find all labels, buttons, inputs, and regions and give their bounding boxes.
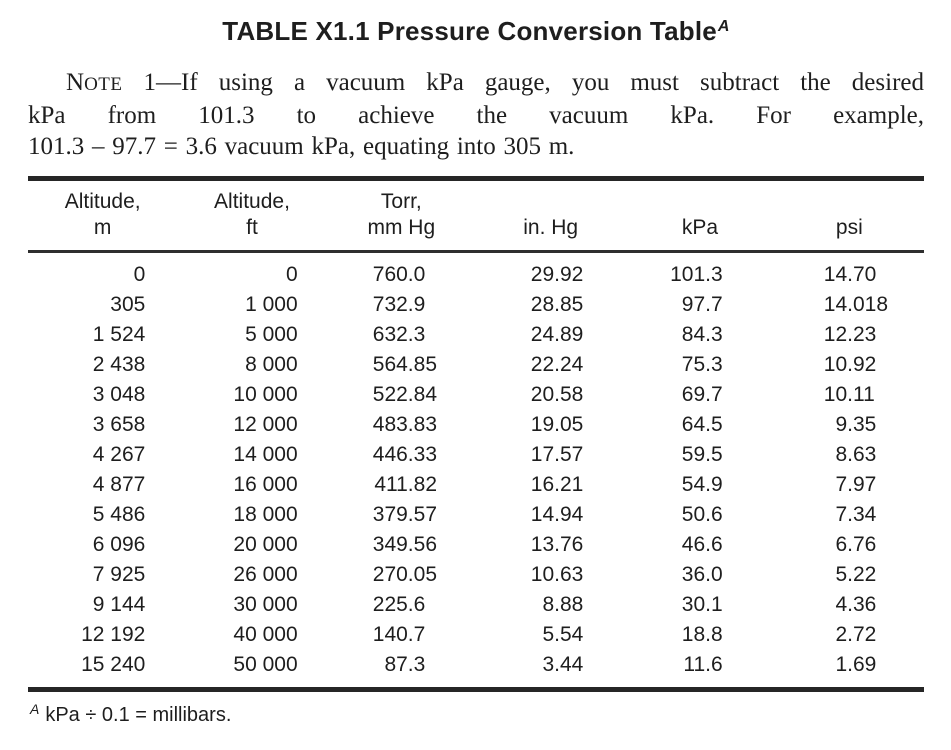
table-cell: 14 000 — [233, 443, 298, 466]
table-cell: 3 658 — [92, 413, 146, 436]
table-cell: 305 — [110, 293, 146, 316]
table-header — [28, 179, 924, 252]
column-header-torr-mmhg — [327, 179, 476, 252]
table-cell: 4.36 — [835, 593, 877, 616]
table-cell: 9 144 — [92, 593, 146, 616]
column-header-line2: psi — [835, 216, 863, 239]
table-row — [28, 650, 924, 690]
note-line-2: kPa from 101.3 to achieve the vacuum kPa. For example, — [28, 102, 924, 129]
table-cell: 5.22 — [835, 563, 877, 586]
table-row — [28, 380, 924, 410]
column-header-altitude-m — [28, 179, 177, 252]
table-cell: 1 000 — [245, 293, 298, 316]
table-cell: 1.69 — [835, 653, 877, 676]
table-cell: 379.57 — [372, 503, 437, 526]
table-cell: 19.05 — [530, 413, 584, 436]
table-cell: 1 524 — [92, 323, 146, 346]
table-cell: 20 000 — [233, 533, 298, 556]
table-body — [28, 252, 924, 690]
table-cell: 4 877 — [92, 473, 146, 496]
table-cell: 26 000 — [233, 563, 298, 586]
table-cell: 9.35 — [835, 413, 877, 436]
table-cell: 446.33 — [372, 443, 437, 466]
table-cell: 7 925 — [92, 563, 146, 586]
table-cell: 7.34 — [835, 503, 877, 526]
table-cell: 22.24 — [530, 353, 584, 376]
table-row — [28, 290, 924, 320]
note-label-smallcaps: OTE — [84, 74, 123, 95]
table-cell: 10.92 — [823, 353, 877, 376]
table-cell: 5 486 — [92, 503, 146, 526]
table-cell: 3 048 — [92, 383, 146, 406]
column-header-in-hg — [476, 179, 625, 252]
pressure-conversion-table — [28, 176, 924, 692]
table-cell: 225.6 — [372, 593, 426, 616]
column-header-line1: Altitude, — [64, 190, 141, 213]
column-header-kpa — [625, 179, 774, 252]
column-header-altitude-ft — [177, 179, 326, 252]
table-cell: 483.83 — [372, 413, 437, 436]
table-cell: 28.85 — [530, 293, 584, 316]
table-cell: 97.7 — [681, 293, 723, 316]
table-cell: 5.54 — [542, 623, 584, 646]
table-cell: 75.3 — [681, 353, 723, 376]
table-cell: 732.9 — [372, 293, 426, 316]
table-title-superscript: A — [717, 18, 730, 35]
table-cell: 30 000 — [233, 593, 298, 616]
table-cell: 16.21 — [530, 473, 584, 496]
table-cell: 69.7 — [681, 383, 723, 406]
note-line-3: 101.3 – 97.7 = 3.6 vacuum kPa, equating into 305 m. — [28, 133, 575, 160]
table-row — [28, 410, 924, 440]
table-cell: 8.63 — [835, 443, 877, 466]
table-cell: 12 000 — [233, 413, 298, 436]
table-cell: 6.76 — [835, 533, 877, 556]
table-row — [28, 500, 924, 530]
table-cell: 5 000 — [245, 323, 298, 346]
table-cell: 0 — [285, 263, 298, 286]
column-header-line2: m — [93, 216, 112, 239]
note-label-initial: N — [66, 69, 85, 96]
table-cell: 10 000 — [233, 383, 298, 406]
table-footnote — [30, 702, 924, 729]
footnote-text: kPa ÷ 0.1 = millibars. — [45, 704, 232, 726]
table-cell: 270.05 — [372, 563, 437, 586]
table-cell: 13.76 — [530, 533, 584, 556]
table-cell: 6 096 — [92, 533, 146, 556]
table-cell: 10.11 — [823, 383, 875, 406]
table-cell: 29.92 — [530, 263, 584, 286]
table-cell: 11.6 — [683, 653, 723, 676]
table-title — [28, 16, 924, 51]
table-cell: 18.8 — [681, 623, 723, 646]
table-cell: 87.3 — [384, 653, 426, 676]
table-cell: 40 000 — [233, 623, 298, 646]
note-line-1-text: 1—If using a vacuum kPa gauge, you must subtract the desired — [122, 69, 924, 96]
footnote-superscript: A — [30, 701, 40, 717]
table-cell: 36.0 — [681, 563, 723, 586]
table-cell: 3.44 — [542, 653, 584, 676]
table-cell: 522.84 — [372, 383, 437, 406]
table-cell: 101.3 — [670, 263, 723, 286]
table-cell: 349.56 — [372, 533, 437, 556]
table-row — [28, 590, 924, 620]
column-header-line1: Torr, — [380, 190, 422, 213]
table-cell: 2.72 — [835, 623, 877, 646]
note-paragraph — [28, 67, 924, 162]
table-cell: 84.3 — [681, 323, 723, 346]
table-cell: 54.9 — [681, 473, 723, 496]
table-cell: 64.5 — [681, 413, 723, 436]
table-cell: 14.70 — [823, 263, 877, 286]
table-cell: 760.0 — [372, 263, 426, 286]
table-cell: 8.88 — [542, 593, 584, 616]
column-header-line2: kPa — [681, 216, 719, 239]
table-cell: 8 000 — [245, 353, 298, 376]
table-cell: 24.89 — [530, 323, 584, 346]
table-cell: 12.23 — [823, 323, 877, 346]
table-cell: 10.63 — [530, 563, 584, 586]
table-row — [28, 560, 924, 590]
table-cell: 2 438 — [92, 353, 146, 376]
table-row — [28, 530, 924, 560]
table-cell: 140.7 — [372, 623, 426, 646]
table-cell: 18 000 — [233, 503, 298, 526]
column-header-line2: mm Hg — [367, 216, 436, 239]
column-header-psi — [775, 179, 924, 252]
table-cell: 564.85 — [372, 353, 437, 376]
table-cell: 50.6 — [681, 503, 723, 526]
table-cell: 15 240 — [81, 653, 146, 676]
table-cell: 46.6 — [681, 533, 723, 556]
table-cell: 411.82 — [374, 473, 437, 496]
table-cell: 17.57 — [530, 443, 584, 466]
table-cell: 4 267 — [92, 443, 146, 466]
table-cell: 14.018 — [823, 293, 889, 316]
table-cell: 12 192 — [81, 623, 146, 646]
table-cell: 20.58 — [530, 383, 584, 406]
table-row — [28, 440, 924, 470]
table-cell: 7.97 — [835, 473, 877, 496]
column-header-line1: Altitude, — [214, 190, 290, 213]
column-header-line2: ft — [246, 216, 258, 239]
table-row — [28, 252, 924, 291]
table-cell: 30.1 — [681, 593, 723, 616]
table-cell: 50 000 — [233, 653, 298, 676]
table-row — [28, 470, 924, 500]
table-cell: 632.3 — [372, 323, 426, 346]
table-row — [28, 320, 924, 350]
column-header-line2: in. Hg — [523, 216, 579, 239]
table-row — [28, 350, 924, 380]
table-cell: 0 — [133, 263, 146, 286]
table-row — [28, 620, 924, 650]
table-title-text: TABLE X1.1 Pressure Conversion Table — [222, 16, 717, 46]
table-header-row — [28, 179, 924, 252]
note-line-1 — [28, 67, 924, 100]
table-cell: 59.5 — [681, 443, 723, 466]
table-cell: 14.94 — [530, 503, 584, 526]
table-cell: 16 000 — [233, 473, 298, 496]
